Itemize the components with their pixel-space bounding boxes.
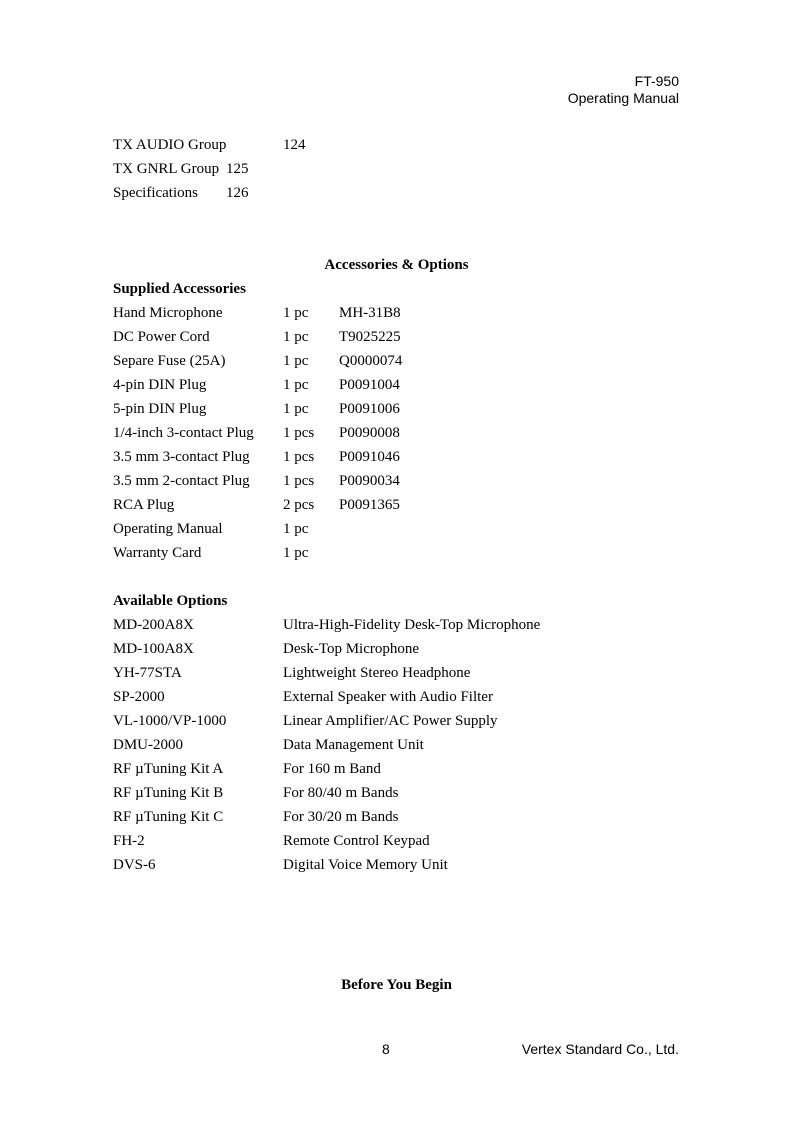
option-name: RF µTuning Kit B — [113, 785, 224, 801]
table-row — [0, 305, 793, 329]
table-row — [0, 833, 793, 857]
item-part: P0091004 — [339, 377, 400, 393]
table-row — [0, 353, 793, 377]
item-name: Separe Fuse (25A) — [113, 353, 226, 369]
item-name: Hand Microphone — [113, 305, 223, 321]
option-name: DMU-2000 — [113, 737, 183, 753]
option-name: YH-77STA — [113, 665, 182, 681]
item-part: P0091365 — [339, 497, 400, 513]
table-row — [0, 641, 793, 665]
table-row — [0, 401, 793, 425]
table-row — [0, 785, 793, 809]
item-qty: 1 pcs — [283, 449, 315, 465]
option-name: RF µTuning Kit C — [113, 809, 224, 825]
item-qty: 1 pc — [283, 401, 309, 417]
table-row — [0, 425, 793, 449]
option-name: MD-100A8X — [113, 641, 194, 657]
toc-item-page: 124 — [283, 137, 306, 153]
table-row — [0, 545, 793, 569]
option-name: MD-200A8X — [113, 617, 194, 633]
item-part: P0091006 — [339, 401, 400, 417]
table-row — [0, 809, 793, 833]
option-desc: External Speaker with Audio Filter — [283, 689, 493, 705]
item-qty: 1 pc — [283, 329, 309, 345]
item-qty: 2 pcs — [283, 497, 315, 513]
table-row — [0, 761, 793, 785]
table-row — [0, 665, 793, 689]
item-part: T9025225 — [339, 329, 401, 345]
table-row — [0, 617, 793, 641]
item-name: 1/4-inch 3-contact Plug — [113, 425, 254, 441]
option-desc: Data Management Unit — [283, 737, 424, 753]
item-name: RCA Plug — [113, 497, 175, 513]
option-name: FH-2 — [113, 833, 145, 849]
option-desc: For 160 m Band — [283, 761, 381, 777]
footer-page-number: 8 — [382, 1041, 390, 1057]
item-part: P0090008 — [339, 425, 400, 441]
table-row — [0, 473, 793, 497]
option-desc: Ultra-High-Fidelity Desk-Top Microphone — [283, 617, 541, 633]
option-desc: Desk-Top Microphone — [283, 641, 420, 657]
table-row — [0, 521, 793, 545]
item-part: MH-31B8 — [339, 305, 401, 321]
table-row — [0, 497, 793, 521]
table-row — [0, 713, 793, 737]
option-desc: For 30/20 m Bands — [283, 809, 399, 825]
section-title: Accessories & Options — [324, 257, 469, 273]
option-desc: Linear Amplifier/AC Power Supply — [283, 713, 498, 729]
toc-item-label: Specifications — [113, 185, 198, 201]
item-part: P0090034 — [339, 473, 400, 489]
item-name: 5-pin DIN Plug — [113, 401, 207, 417]
item-qty: 1 pc — [283, 377, 309, 393]
item-part: Q0000074 — [339, 353, 403, 369]
item-qty: 1 pc — [283, 305, 309, 321]
option-name: DVS-6 — [113, 857, 156, 873]
item-name: Warranty Card — [113, 545, 202, 561]
item-qty: 1 pcs — [283, 425, 315, 441]
supplied-heading: Supplied Accessories — [113, 281, 246, 297]
table-row — [0, 449, 793, 473]
item-qty: 1 pcs — [283, 473, 315, 489]
item-name: 3.5 mm 3-contact Plug — [113, 449, 250, 465]
item-name: 3.5 mm 2-contact Plug — [113, 473, 250, 489]
toc-item-label: TX GNRL Group — [113, 161, 220, 177]
options-heading: Available Options — [113, 593, 228, 609]
item-qty: 1 pc — [283, 521, 309, 537]
item-qty: 1 pc — [283, 353, 309, 369]
table-row — [0, 857, 793, 881]
item-name: DC Power Cord — [113, 329, 210, 345]
table-row — [0, 377, 793, 401]
toc-item-page: 125 — [226, 161, 249, 177]
header-model: FT-950 — [634, 73, 679, 89]
option-desc: For 80/40 m Bands — [283, 785, 399, 801]
toc-item-page: 126 — [226, 185, 249, 201]
option-name: RF µTuning Kit A — [113, 761, 224, 777]
item-qty: 1 pc — [283, 545, 309, 561]
item-name: Operating Manual — [113, 521, 223, 537]
next-section-title: Before You Begin — [341, 977, 452, 993]
item-part: P0091046 — [339, 449, 400, 465]
toc-item-label: TX AUDIO Group — [113, 137, 227, 153]
option-desc: Remote Control Keypad — [283, 833, 430, 849]
option-name: SP-2000 — [113, 689, 165, 705]
table-row — [0, 737, 793, 761]
option-name: VL-1000/VP-1000 — [113, 713, 227, 729]
table-row — [0, 689, 793, 713]
option-desc: Digital Voice Memory Unit — [283, 857, 448, 873]
item-name: 4-pin DIN Plug — [113, 377, 207, 393]
header-doc-title: Operating Manual — [567, 90, 679, 106]
footer-company: Vertex Standard Co., Ltd. — [521, 1041, 679, 1057]
table-row — [0, 329, 793, 353]
option-desc: Lightweight Stereo Headphone — [283, 665, 471, 681]
